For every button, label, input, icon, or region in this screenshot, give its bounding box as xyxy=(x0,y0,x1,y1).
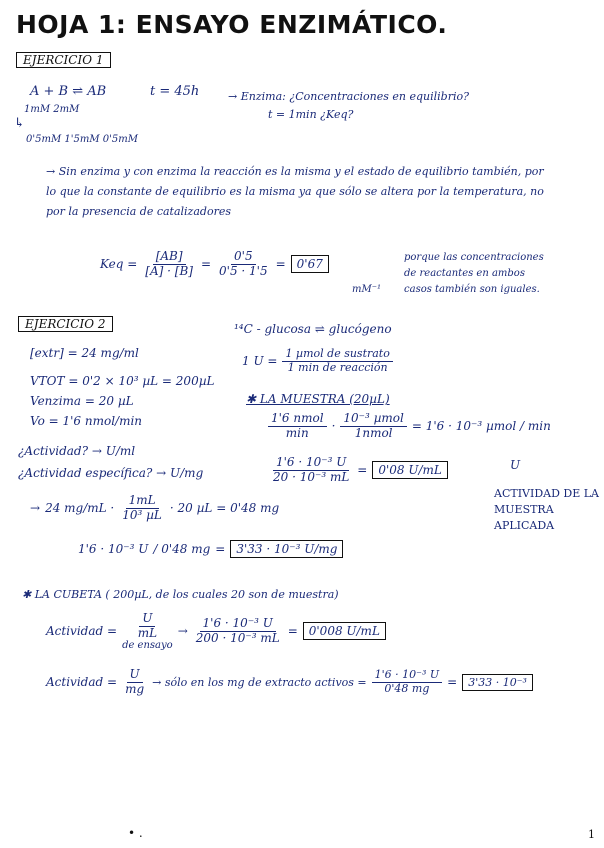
ex1-reaction: A + B ⇌ AB xyxy=(30,84,107,99)
specific-activity-result: 3'33 · 10⁻³ U/mg xyxy=(230,540,343,558)
final-note: → sólo en los mg de extracto activos = xyxy=(152,675,367,689)
exercise-1-label: EJERCICIO 1 xyxy=(16,52,111,68)
footer-marks: • . xyxy=(128,826,143,840)
final-fraction-2 xyxy=(372,669,443,695)
keq-fraction-1 xyxy=(142,250,196,279)
final-result: 3'33 · 10⁻³ xyxy=(462,674,533,691)
ex2-extract-concentration: [extr] = 24 mg/ml xyxy=(30,346,139,360)
ex1-arrow: ↳ xyxy=(14,116,25,131)
keq-unit: mM⁻¹ xyxy=(352,284,382,295)
keq-label: Keq = xyxy=(100,257,138,272)
keq-note: porque las concentraciones de reactantes en ambos casos también son iguales. xyxy=(404,252,544,295)
spec-denominator: / 0'48 mg xyxy=(153,542,211,556)
keq-fraction-2 xyxy=(216,250,271,279)
keq-result: 0'67 xyxy=(291,255,329,273)
unit-label: 1 U = xyxy=(242,354,278,369)
mg-denominator: 10³ µL xyxy=(122,507,162,522)
cubeta-denominator-2: 200 · 10⁻³ mL xyxy=(195,630,280,645)
calc-fraction-b xyxy=(340,412,406,441)
ex1-question-2: t = 1min ¿Keq? xyxy=(268,108,354,121)
activity-calculation xyxy=(270,456,448,485)
cubeta-denominator: mL xyxy=(137,625,158,640)
activity-result: 0'08 U/mL xyxy=(372,461,448,479)
ex1-time: t = 45h xyxy=(150,84,200,99)
spec-numerator: 1'6 · 10⁻³ U xyxy=(78,542,149,556)
ex2-reaction: ¹⁴C - glucosa ⇌ glucógeno xyxy=(234,322,392,336)
unit-numerator: 1 µmol de sustrato xyxy=(282,348,392,362)
final-numerator: U xyxy=(127,668,143,683)
unit-u-label: U xyxy=(510,458,521,472)
mg-numerator: 1mL xyxy=(126,494,159,509)
keq-numerator-1: [AB] xyxy=(153,250,186,265)
arrow: → xyxy=(30,501,41,516)
calc-numerator-a: 1'6 nmol xyxy=(268,412,327,427)
calc-numerator-b: 10⁻³ µmol xyxy=(340,412,406,427)
activity-numerator: 1'6 · 10⁻³ U xyxy=(273,456,349,471)
cubeta-activity-result: 0'008 U/mL xyxy=(303,622,386,640)
unit-denominator: 1 min de reacción xyxy=(287,360,388,374)
equals-sign: = xyxy=(357,463,368,478)
mg-lhs: 24 mg/mL · xyxy=(45,501,115,516)
ex2-unit-definition xyxy=(242,348,393,374)
ex1-explanation: → Sin enzima y con enzima la reacción es la misma y el estado de equilibrio también, por lo que la constante de equilibrio es la misma ya que sólo se altera por la temperatura, no por la presencia de catalizadores xyxy=(46,165,544,218)
ex2-vtot: VTOT = 0'2 × 10³ µL = 200µL xyxy=(30,374,215,388)
calc-denominator-a: min xyxy=(285,425,309,440)
page-title: HOJA 1: ENSAYO ENZIMÁTICO. xyxy=(16,10,448,39)
keq-denominator-2: 0'5 · 1'5 xyxy=(219,263,268,278)
equals-sign: = xyxy=(287,624,298,639)
calc-result: = 1'6 · 10⁻³ µmol / min xyxy=(411,419,551,434)
arrow: → xyxy=(177,624,188,639)
cubeta-activity-calculation xyxy=(46,612,386,651)
keq-numerator-2: 0'5 xyxy=(231,250,256,265)
keq-denominator-1: [A] · [B] xyxy=(145,263,193,278)
equals-sign: = xyxy=(215,542,226,556)
cubeta-activity-label: Actividad = xyxy=(46,624,118,639)
cubeta-numerator-2: 1'6 · 10⁻³ U xyxy=(200,617,276,632)
ex2-question-activity: ¿Actividad? → U/ml xyxy=(18,444,136,458)
mg-calculation xyxy=(30,494,279,523)
ex2-question-specific-activity: ¿Actividad específica? → U/mg xyxy=(18,466,204,480)
muestra-calculation xyxy=(268,412,551,441)
ex1-keq-equation xyxy=(100,250,329,279)
final-numerator-2: 1'6 · 10⁻³ U xyxy=(372,669,443,683)
ex2-venzima: Venzima = 20 µL xyxy=(30,394,134,408)
cubeta-heading: ✱ LA CUBETA ( 200µL, de los cuales 20 son de muestra) xyxy=(22,588,339,601)
page-number: 1 xyxy=(588,828,595,841)
final-activity-label: Actividad = xyxy=(46,675,118,690)
muestra-heading: ✱ LA MUESTRA (20µL) xyxy=(246,392,390,406)
ex1-equilibrium-concentrations: 0'5mM 1'5mM 0'5mM xyxy=(26,134,138,145)
unit-fraction xyxy=(282,348,392,374)
mg-fraction xyxy=(119,494,165,523)
exercise-2-label: EJERCICIO 2 xyxy=(18,316,113,332)
ex1-question: → Enzima: ¿Concentraciones en equilibrio? xyxy=(228,90,470,103)
activity-denominator: 20 · 10⁻³ mL xyxy=(273,469,350,484)
activity-note: ACTIVIDAD DE LA MUESTRA APLICADA xyxy=(494,487,600,532)
calc-denominator-b: 1nmol xyxy=(354,425,393,440)
cubeta-numerator: U xyxy=(139,612,155,627)
cubeta-denominator-note: de ensayo xyxy=(122,639,173,651)
equals-sign: = xyxy=(275,257,286,272)
calc-fraction-a xyxy=(268,412,327,441)
ex1-initial-concentrations: 1mM 2mM xyxy=(24,104,80,115)
multiply-dot: · xyxy=(331,419,336,434)
final-fraction xyxy=(122,668,147,697)
final-denominator: mg xyxy=(125,681,145,696)
mg-rhs: · 20 µL = 0'48 mg xyxy=(169,501,280,516)
cubeta-fraction-2 xyxy=(193,617,283,646)
specific-activity-calculation xyxy=(78,540,343,558)
activity-fraction xyxy=(270,456,352,485)
specific-activity-final xyxy=(46,668,533,697)
equals-sign: = xyxy=(447,675,458,690)
equals-sign: = xyxy=(200,257,212,272)
final-denominator-2: 0'48 mg xyxy=(384,681,430,695)
cubeta-fraction xyxy=(122,612,173,651)
ex2-vo: Vo = 1'6 nmol/min xyxy=(30,414,143,428)
